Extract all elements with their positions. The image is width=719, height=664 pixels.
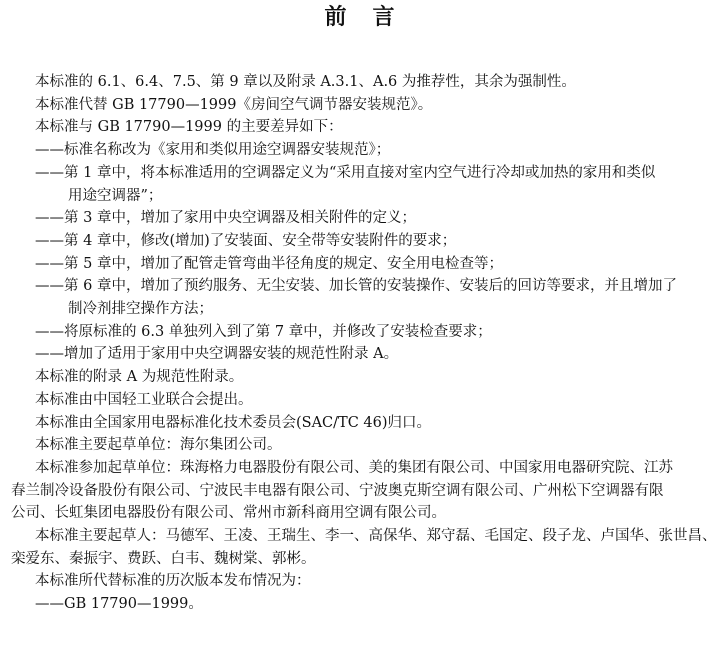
change-item-text: ——第 1 章中，将本标准适用的空调器定义为“采用直接对室内空气进行冷却或加热的家用和类似 <box>35 164 656 181</box>
history-item <box>11 593 717 616</box>
drafters-line: 栾爱东、秦振宇、费跃、白韦、魏树棠、郭彬。 <box>11 550 316 567</box>
change-item <box>11 275 717 320</box>
paragraph-centralized-by: 本标准由全国家用电器标准化技术委员会(SAC/TC 46)归口。 <box>35 414 432 431</box>
change-item-text: ——第 6 章中，增加了预约服务、无尘安装、加长管的安装操作、安装后的回访等要求，并且增加了 <box>35 278 677 295</box>
change-item-text: ——将原标准的 6.3 单独列入到了第 7 章中，并修改了安装检查要求； <box>35 323 492 340</box>
change-item <box>11 207 717 230</box>
participants-line: 本标准参加起草单位：珠海格力电器股份有限公司、美的集团有限公司、中国家用电器研究院、江苏 <box>35 459 673 476</box>
paragraph-participating-units <box>11 457 717 525</box>
change-item <box>11 253 717 276</box>
change-item-text: ——第 3 章中，增加了家用中央空调器及相关附件的定义； <box>35 210 416 227</box>
paragraph-proposed-by: 本标准由中国轻工业联合会提出。 <box>35 391 253 408</box>
change-item-text: ——增加了适用于家用中央空调器安装的规范性附录 A。 <box>35 346 399 363</box>
change-item-continuation: 用途空调器”； <box>68 187 163 204</box>
change-item <box>11 139 717 162</box>
drafters-line: 本标准主要起草人：马德军、王凌、王瑞生、李一、高保华、郑守磊、毛国定、段子龙、卢国华、张世昌、 <box>35 528 717 545</box>
change-item-text: ——标准名称改为《家用和类似用途空调器安装规范》； <box>35 142 391 159</box>
paragraph-annex-normative: 本标准的附录 A 为规范性附录。 <box>35 369 244 386</box>
document-body <box>11 71 717 616</box>
participants-line: 春兰制冷设备股份有限公司、宁波民丰电器有限公司、宁波奥克斯空调有限公司、广州松下空调器有限 <box>11 482 664 499</box>
change-item-text: ——第 4 章中，修改(增加)了安装面、安全带等安装附件的要求； <box>35 232 457 249</box>
participants-line: 公司、长虹集团电器股份有限公司、常州市新科商用空调有限公司。 <box>11 505 446 522</box>
paragraph-main-drafters <box>11 525 717 570</box>
change-item <box>11 343 717 366</box>
history-item-text: ——GB 17790—1999。 <box>35 596 203 613</box>
change-item <box>11 162 717 207</box>
change-item <box>11 230 717 253</box>
page-title: 前言 <box>324 5 421 30</box>
change-item-continuation: 制冷剂排空操作方法； <box>68 301 213 318</box>
paragraph-differences-intro: 本标准与 GB 17790—1999 的主要差异如下： <box>35 119 343 136</box>
paragraph-main-drafting-unit: 本标准主要起草单位：海尔集团公司。 <box>35 437 282 454</box>
paragraph-replaces: 本标准代替 GB 17790—1999《房间空气调节器安装规范》。 <box>35 96 433 113</box>
change-item <box>11 321 717 344</box>
paragraph-history-intro: 本标准所代替标准的历次版本发布情况为： <box>35 573 311 590</box>
change-item-text: ——第 5 章中，增加了配管走管弯曲半径角度的规定、安全用电检查等； <box>35 255 503 272</box>
paragraph-recommended-clauses: 本标准的 6.1、6.4、7.5、第 9 章以及附录 A.3.1、A.6 为推荐性，其余为强制性。 <box>35 74 576 90</box>
